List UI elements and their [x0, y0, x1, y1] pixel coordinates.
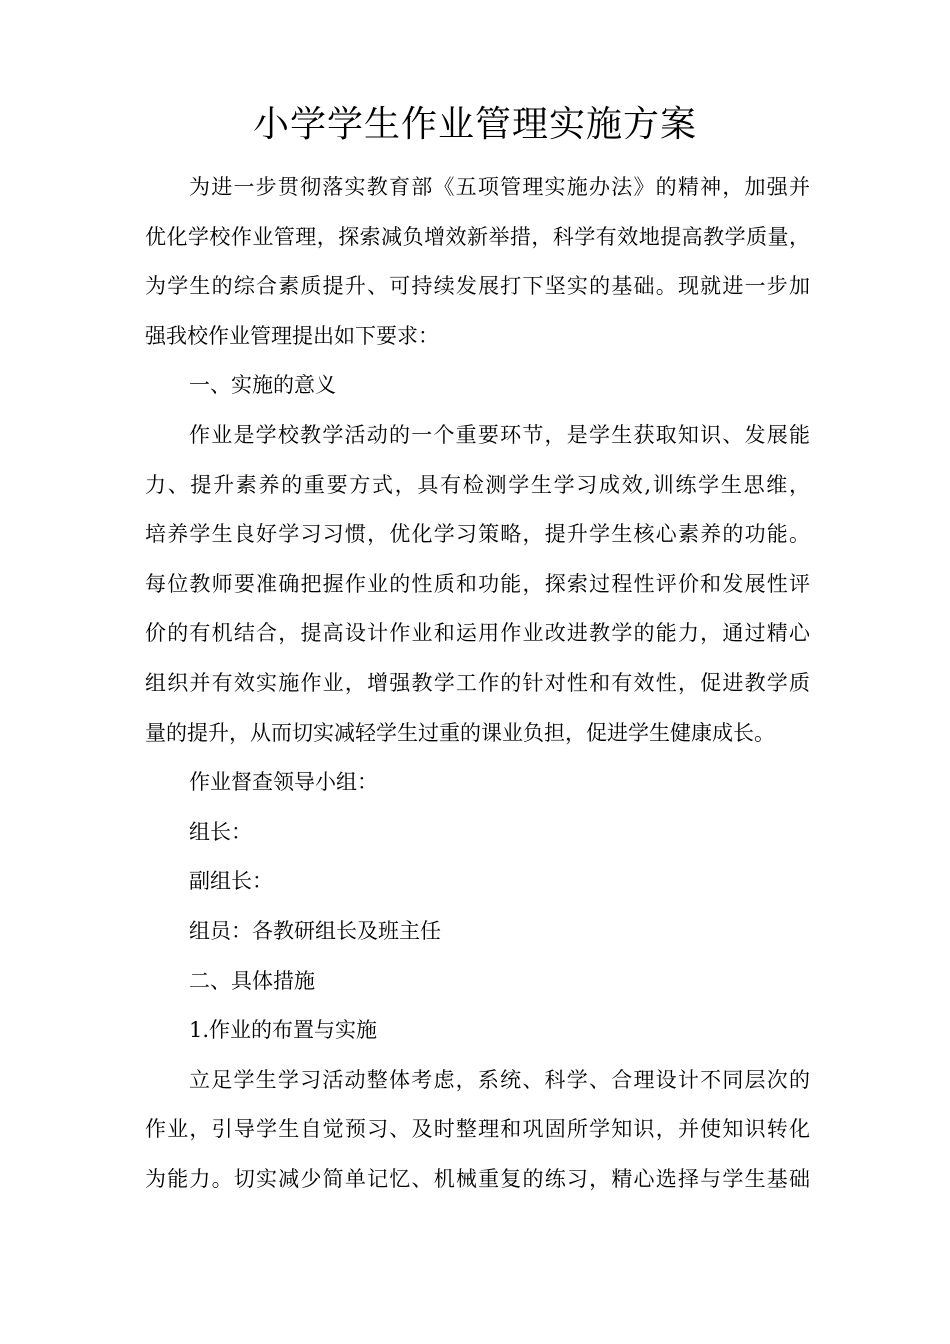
- text-line: 为能力。切实减少简单记忆、机械重复的练习，精心选择与学生基础: [145, 1166, 810, 1191]
- text-line: 作业督查领导小组：: [189, 770, 378, 795]
- document-title: 小学学生作业管理实施方案: [252, 104, 697, 145]
- text-line: 量的提升，从而切实减轻学生过重的课业负担，促进学生健康成长。: [145, 720, 775, 745]
- text-line: 副组长：: [189, 869, 273, 894]
- text-line: 组长：: [189, 819, 252, 844]
- text-line: 力、提升素养的重要方式，具有检测学生学习成效,训练学生思维，: [145, 472, 810, 497]
- text-line: 组织并有效实施作业，增强教学工作的针对性和有效性，促进教学质: [145, 670, 810, 695]
- text-line: 价的有机结合，提高设计作业和运用作业改进教学的能力，通过精心: [145, 621, 810, 646]
- text-line: 强我校作业管理提出如下要求：: [145, 323, 439, 348]
- text-line: 培养学生良好学习习惯，优化学习策略，提升学生核心素养的功能。: [145, 522, 810, 547]
- text-line: 每位教师要准确把握作业的性质和功能，探索过程性评价和发展性评: [145, 571, 810, 596]
- text-line: 1.作业的布置与实施: [189, 1018, 378, 1043]
- text-line: 二、具体措施: [189, 968, 315, 993]
- text-line: 一、实施的意义: [189, 373, 336, 398]
- text-line: 作业，引导学生自觉预习、及时整理和巩固所学知识，并使知识转化: [145, 1117, 810, 1142]
- text-line: 优化学校作业管理，探索减负增效新举措，科学有效地提高教学质量，: [145, 224, 810, 249]
- text-line: 作业是学校教学活动的一个重要环节，是学生获取知识、发展能: [189, 422, 810, 447]
- document-body: [145, 163, 810, 1204]
- text-line: 立足学生学习活动整体考虑，系统、科学、合理设计不同层次的: [189, 1067, 810, 1092]
- text-line: 组员：各教研组长及班主任: [189, 918, 441, 943]
- text-line: 为学生的综合素质提升、可持续发展打下坚实的基础。现就进一步加: [145, 274, 810, 299]
- text-line: 为进一步贯彻落实教育部《五项管理实施办法》的精神，加强并: [189, 175, 810, 199]
